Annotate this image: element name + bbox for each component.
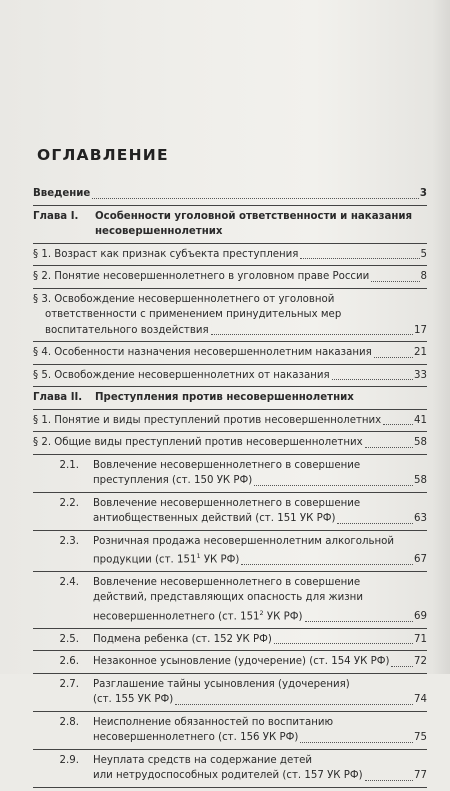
toc-intro-page: 3: [419, 188, 427, 199]
toc-intro-label: Введение: [33, 188, 91, 199]
section-page: 17: [414, 324, 427, 336]
toc-ch2-section-2[interactable]: [33, 435, 427, 451]
leader-dots: [254, 484, 413, 486]
subsection-label: Подмена ребенка (ст. 152 УК РФ): [93, 633, 272, 645]
toc-subsection-2-2[interactable]: [33, 496, 427, 527]
toc-ch1-section-3[interactable]: [33, 292, 427, 339]
chapter-1-title-line-2: несовершеннолетних: [95, 226, 223, 237]
section-label: § 5. Освобождение несовершеннолетних от наказания: [33, 369, 330, 381]
divider: [33, 205, 427, 206]
section-label: § 4. Особенности назначения несовершеннолетним наказания: [33, 347, 372, 358]
subsection-page: 58: [414, 475, 427, 486]
toc-subsection-2-1[interactable]: [33, 458, 427, 489]
chapter-2-title: Преступления против несовершеннолетних: [95, 392, 354, 403]
superscript: 2: [259, 608, 264, 617]
toc-chapter-2[interactable]: [33, 390, 427, 406]
section-label-line-1: § 3. Освобождение несовершеннолетнего от уголовной: [33, 293, 335, 305]
toc-subsection-2-4[interactable]: [33, 575, 427, 625]
divider: [33, 431, 427, 432]
toc-subsection-2-6[interactable]: [33, 654, 427, 670]
section-label: § 2. Общие виды преступлений против несовершеннолетних: [33, 437, 363, 448]
subsection-label-line-2: (ст. 155 УК РФ): [93, 694, 174, 706]
section-page: 58: [414, 437, 427, 448]
leader-dots: [365, 446, 413, 448]
subsection-label-line-1: Розничная продажа несовершеннолетним алкогольной: [93, 535, 394, 547]
leader-dots: [365, 779, 413, 781]
divider: [33, 711, 427, 712]
leader-dots: [241, 563, 413, 565]
toc-chapter-1[interactable]: [33, 209, 427, 240]
toc-ch1-section-2[interactable]: [33, 269, 427, 285]
leader-dots: [391, 665, 413, 667]
toc-subsection-2-7[interactable]: [33, 677, 427, 708]
section-page: 8: [420, 271, 427, 282]
subsection-label: Незаконное усыновление (удочерение) (ст. 154 УК РФ): [93, 656, 390, 668]
section-label: § 1. Возраст как признак субъекта преступления: [33, 248, 299, 260]
divider: [33, 530, 427, 531]
subsection-label-line-2: или нетрудоспособных родителей (ст. 157 УК РФ): [93, 770, 363, 782]
subsection-page: 63: [414, 513, 427, 524]
label-text: продукции (ст. 151: [93, 554, 197, 566]
leader-dots: [274, 642, 413, 644]
subsection-number: 2.1.: [59, 459, 79, 471]
divider: [33, 243, 427, 244]
divider: [33, 571, 427, 572]
section-label: § 2. Понятие несовершеннолетнего в уголовном праве России: [33, 271, 370, 282]
label-text: несовершеннолетнего (ст. 151: [93, 611, 260, 623]
leader-dots: [305, 620, 414, 622]
divider: [33, 288, 427, 289]
divider: [33, 749, 427, 750]
toc-subsection-2-5[interactable]: [33, 632, 427, 648]
divider: [33, 265, 427, 266]
subsection-number: 2.9.: [59, 754, 79, 766]
subsection-page: 72: [414, 656, 427, 668]
toc-ch1-section-5[interactable]: [33, 368, 427, 384]
subsection-label-line-2: действий, представляющих опасность для жизни: [93, 592, 363, 604]
subsection-number: 2.7.: [59, 678, 79, 690]
subsection-page: 77: [414, 770, 427, 782]
toc-subsection-2-8[interactable]: [33, 715, 427, 746]
subsection-number: 2.6.: [59, 656, 79, 668]
toc-subsection-2-3[interactable]: [33, 534, 427, 568]
divider: [33, 409, 427, 410]
subsection-label-line-1: Неуплата средств на содержание детей: [93, 754, 313, 766]
section-page: 41: [414, 414, 427, 426]
subsection-label-line-2: несовершеннолетнего (ст. 156 УК РФ): [93, 732, 299, 744]
subsection-label-line-1: Разглашение тайны усыновления (удочерения): [93, 678, 350, 690]
leader-dots: [300, 741, 413, 743]
subsection-page: 69: [414, 611, 427, 623]
leader-dots: [337, 522, 413, 524]
subsection-page: 71: [414, 633, 427, 645]
subsection-label-line-1: Неисполнение обязанностей по воспитанию: [93, 716, 334, 728]
section-page: 21: [414, 347, 427, 358]
label-text: УК РФ): [200, 554, 240, 566]
subsection-number: 2.3.: [59, 535, 79, 547]
superscript: 1: [196, 552, 201, 560]
toc-ch2-section-1[interactable]: [33, 413, 427, 429]
page-edge-shadow: [432, 0, 450, 674]
subsection-label-line-2: преступления (ст. 150 УК РФ): [93, 475, 253, 486]
subsection-page: 67: [414, 554, 427, 566]
subsection-label-line-1: Вовлечение несовершеннолетнего в совершение: [93, 459, 361, 471]
divider: [33, 341, 427, 342]
leader-dots: [383, 423, 413, 425]
divider: [33, 454, 427, 455]
label-text: УК РФ): [263, 611, 303, 623]
page-title: ОГЛАВЛЕНИЕ: [37, 146, 169, 164]
divider: [33, 787, 427, 788]
subsection-label-line-2: антиобщественных действий (ст. 151 УК РФ): [93, 513, 336, 524]
leader-dots: [211, 333, 413, 335]
leader-dots: [332, 378, 413, 380]
toc-intro[interactable]: [33, 186, 427, 202]
toc-ch1-section-1[interactable]: [33, 247, 427, 263]
section-page: 33: [414, 369, 427, 381]
subsection-number: 2.2.: [59, 497, 79, 509]
leader-dots: [371, 280, 419, 282]
subsection-label-line-1: Вовлечение несовершеннолетнего в совершение: [93, 576, 361, 588]
subsection-number: 2.5.: [59, 633, 79, 645]
subsection-label-line-3: [93, 606, 303, 625]
divider: [33, 628, 427, 629]
leader-dots: [92, 197, 419, 199]
section-label-line-3: воспитательного воздействия: [45, 324, 209, 336]
section-label-line-2: ответственности с применением принудительных мер: [45, 309, 342, 320]
subsection-number: 2.8.: [59, 716, 79, 728]
section-label: § 1. Понятие и виды преступлений против несовершеннолетних: [33, 414, 382, 426]
divider: [33, 364, 427, 365]
subsection-page: 75: [414, 732, 427, 744]
leader-dots: [300, 257, 419, 259]
divider: [33, 650, 427, 651]
leader-dots: [175, 703, 413, 705]
divider: [33, 386, 427, 387]
toc-subsection-2-9[interactable]: [33, 753, 427, 784]
subsection-label-line-1: Вовлечение несовершеннолетнего в совершение: [93, 497, 361, 509]
section-page: 5: [420, 248, 427, 260]
chapter-1-number: Глава I.: [33, 210, 79, 222]
subsection-number: 2.4.: [59, 576, 79, 588]
subsection-page: 74: [414, 694, 427, 706]
table-of-contents: [33, 186, 427, 791]
subsection-label-line-2: [93, 549, 239, 568]
chapter-2-number: Глава II.: [33, 392, 83, 403]
leader-dots: [374, 356, 413, 358]
toc-ch1-section-4[interactable]: [33, 345, 427, 361]
chapter-1-title-line-1: Особенности уголовной ответственности и наказания: [95, 210, 413, 222]
divider: [33, 492, 427, 493]
